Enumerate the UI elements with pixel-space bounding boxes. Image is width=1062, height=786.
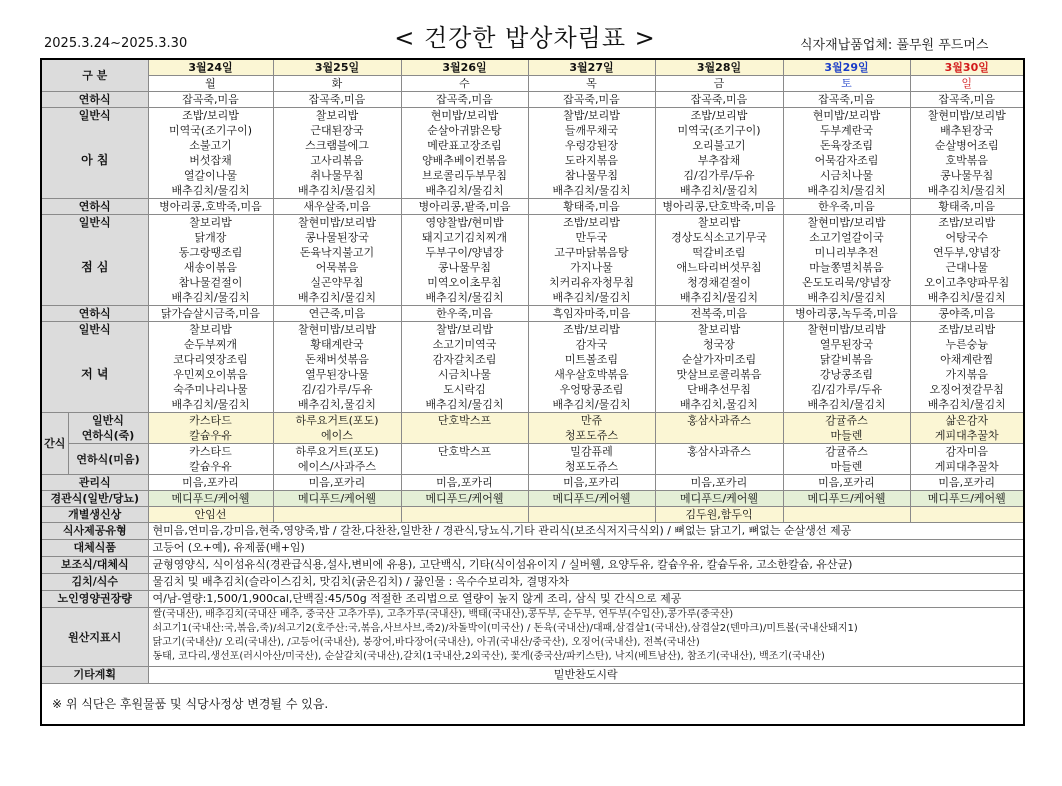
lunch-menu-cell-line: 찰현미밥/보리밥 [807, 216, 886, 229]
gwanrisik-item: 미음,포카리 [148, 475, 273, 491]
birthday-item [783, 507, 910, 523]
lunch-meal-name: 점 심 [81, 260, 109, 274]
day-weekday: 토 [783, 76, 910, 92]
snack-cell-line: 카스타드 [189, 414, 232, 427]
gyeonggwan-item: 메디푸드/케어웰 [528, 491, 655, 507]
lunch-menu-cell [273, 215, 401, 306]
lunch-menu-cell-line: 마늘쫑멸치볶음 [809, 261, 884, 274]
dinner-soft-item: 한우죽,미음 [401, 306, 528, 322]
snack-puree-label: 연하식(미음) [68, 444, 148, 475]
dinner-menu-cell-line: 맛살브로콜리볶음 [676, 368, 762, 381]
substitute-value: 고등어 (오+예), 유제품(배+임) [148, 540, 1024, 557]
day-weekday: 금 [655, 76, 783, 92]
snack-cell-line: 마들렌 [830, 429, 863, 442]
day-weekday: 월 [148, 76, 273, 92]
lunch-menu-cell-line: 연두부,양념장 [933, 246, 1001, 259]
lunch-menu-cell [910, 215, 1024, 306]
breakfast-menu-cell [401, 108, 528, 199]
dinner-menu-cell-line: 찰현미밥/보리밥 [297, 323, 377, 336]
lunch-soft-item: 새우살죽,미음 [273, 199, 401, 215]
gwanrisik-item: 미음,포카리 [783, 475, 910, 491]
lunch-menu-cell-line: 콩나물된장국 [305, 231, 369, 244]
lunch-menu-cell-line: 만두국 [575, 231, 608, 244]
meal-type-value: 현미음,연미음,강미음,현죽,영양죽,밥 / 갈찬,다찬찬,일반찬 / 경관식,당뇨식,기타 관리식(보조식저지극식외) / 뼈없는 닭고기, 뼈없는 순살생선 제공 [148, 523, 1024, 540]
lunch-menu-cell-line: 새송이볶음 [183, 261, 238, 274]
nutrition-label: 노인영양권장량 [41, 591, 148, 608]
breakfast-soft-label: 연하식 [41, 92, 148, 108]
snack-cell-line: 하루요거트(포도) [295, 414, 379, 427]
day-date: 3월24일 [148, 59, 273, 76]
dinner-menu-cell-line: 단배추선무침 [687, 383, 751, 396]
breakfast-menu-cell-line: 근대된장국 [310, 124, 364, 137]
meal-type-label: 식사제공유형 [41, 523, 148, 540]
breakfast-soft-item: 잡곡죽,미음 [528, 92, 655, 108]
breakfast-menu-cell-line: 열갈이나물 [183, 169, 238, 182]
lunch-soft-item: 황태죽,미음 [910, 199, 1024, 215]
breakfast-menu-cell-line: 배추김치/물김치 [297, 184, 377, 197]
breakfast-soft-item: 잡곡죽,미음 [783, 92, 910, 108]
birthday-item: 김두원,함두익 [655, 507, 783, 523]
lunch-menu-cell-line: 어묵볶음 [315, 261, 359, 274]
gyeonggwan-item: 메디푸드/케어웰 [273, 491, 401, 507]
lunch-menu-cell-line: 가지나물 [570, 261, 613, 274]
lunch-menu-cell-line: 두부구이/양념장 [425, 246, 504, 259]
breakfast-menu-cell [528, 108, 655, 199]
lunch-menu-cell [655, 215, 783, 306]
snack-puree-cell [273, 444, 401, 475]
snack-cell [401, 413, 528, 444]
snack-cell-line: 만쥬 [580, 414, 603, 427]
snack-cell-line [402, 428, 528, 443]
lunch-menu-cell-line: 돼지고기김치찌개 [421, 231, 507, 244]
day-weekday: 화 [273, 76, 401, 92]
snack-cell [783, 413, 910, 444]
snack-cell-line: 감귤쥬스 [825, 414, 868, 427]
dinner-menu-cell-line: 가지볶음 [945, 368, 988, 381]
snack-puree-cell-line: 청포도쥬스 [564, 460, 619, 473]
breakfast-menu-cell [910, 108, 1024, 199]
kimchi-label: 김치/식수 [41, 574, 148, 591]
lunch-soft-item: 병아리콩,호박죽,미음 [148, 199, 273, 215]
snack-cell-line [656, 428, 783, 443]
breakfast-meal-name: 아 침 [81, 153, 109, 167]
breakfast-menu-cell-line: 미역국(조기구이) [677, 124, 761, 137]
day-weekday: 목 [528, 76, 655, 92]
dinner-menu-cell [910, 322, 1024, 413]
day-date: 3월29일 [783, 59, 910, 76]
dinner-menu-cell-line: 찰보리밥 [697, 323, 741, 336]
snack-cell [910, 413, 1024, 444]
dinner-menu-cell [783, 322, 910, 413]
breakfast-menu-cell-line: 스크램블에그 [305, 139, 369, 152]
breakfast-menu-cell-line: 순살아귀맑은탕 [427, 124, 502, 137]
lunch-menu-cell-line: 오이고추양파무침 [924, 276, 1010, 289]
snack-puree-cell-line [402, 459, 528, 474]
dinner-soft-item: 닭가슴살시금죽,미음 [148, 306, 273, 322]
lunch-menu-cell-line: 배추김치/물김치 [927, 291, 1006, 304]
dinner-menu-cell-line: 황태계란국 [310, 338, 364, 351]
dinner-menu-cell [528, 322, 655, 413]
dinner-menu-cell [655, 322, 783, 413]
nutrition-value: 여/남-열량:1,500/1,900cal,단백질:45/50g 적절한 조리법으로 열량이 높지 않게 조리, 삼식 및 간식으로 제공 [148, 591, 1024, 608]
lunch-menu-cell-line: 온도도리묵/양념장 [802, 276, 891, 289]
breakfast-menu-cell [655, 108, 783, 199]
breakfast-menu-cell-line: 시금치나물 [819, 169, 874, 182]
lunch-menu-cell-line: 근대나물 [945, 261, 988, 274]
dinner-menu-cell-line: 순두부찌개 [183, 338, 238, 351]
lunch-soft-item: 병아리콩,단호박죽,미음 [655, 199, 783, 215]
dinner-menu-cell-line: 새우살호박볶음 [554, 368, 629, 381]
lunch-menu-cell-line: 배추김치/물김치 [297, 291, 377, 304]
snack-puree-cell-line: 에이스/사과주스 [297, 460, 377, 473]
dinner-general-label: 일반식 [78, 323, 111, 336]
snack-cell-line: 삶은감자 [945, 414, 988, 427]
breakfast-soft-item: 잡곡죽,미음 [401, 92, 528, 108]
lunch-soft-label: 연하식 [41, 199, 148, 215]
breakfast-menu-cell-line: 콩나물무침 [940, 169, 994, 182]
breakfast-menu-cell-line: 찰밥/보리밥 [563, 109, 620, 122]
lunch-menu-cell-line: 배추김치/물김치 [425, 291, 504, 304]
snack-puree-cell [910, 444, 1024, 475]
kimchi-value: 물김치 및 배추김치(슬라이스김치, 맛김치(굵은김치) / 끓인물 : 옥수수보리차, 결명자차 [148, 574, 1024, 591]
dinner-menu-cell-line: 미트볼조림 [564, 353, 619, 366]
breakfast-menu-cell-line: 현미밥/보리밥 [430, 109, 499, 122]
dinner-menu-cell [273, 322, 401, 413]
lunch-menu-cell [148, 215, 273, 306]
breakfast-label [41, 108, 148, 199]
lunch-general-label: 일반식 [78, 216, 111, 229]
lunch-menu-cell [401, 215, 528, 306]
snack-cell-line: 칼슘우유 [189, 429, 232, 442]
dinner-menu-cell-line: 배추김치/물김치 [807, 398, 886, 411]
gyeonggwan-item: 메디푸드/케어웰 [655, 491, 783, 507]
other-plan-label: 기타계획 [41, 667, 148, 684]
breakfast-menu-cell-line: 두부계란국 [819, 124, 874, 137]
dinner-meal-name: 저 녁 [81, 367, 109, 381]
snack-cell [655, 413, 783, 444]
dinner-menu-cell-line: 닭갈비볶음 [819, 353, 874, 366]
breakfast-menu-cell-line: 김/김가루/두유 [683, 169, 755, 182]
dinner-menu-cell-line: 도시락김 [443, 383, 486, 396]
breakfast-menu-cell-line: 양배추베이컨볶음 [421, 154, 507, 167]
origin-value [148, 608, 1024, 667]
snack-puree-cell-line: 밀감퓨레 [570, 445, 613, 458]
snack-soft-text: 연하식(죽) [81, 429, 135, 442]
breakfast-menu-cell-line: 브로콜리두부무침 [421, 169, 507, 182]
breakfast-menu-cell-line: 오리불고기 [692, 139, 746, 152]
origin-line: 동태, 코다리,생선포(러시아산/미국산), 순살갈치(국내산),갈치(1국내산,2외국산), 꽃게(중국산/파키스탄), 낙지(베트남산), 참조기(국내산), 백조기(국내산) [152, 651, 825, 662]
date-range: 2025.3.24~2025.3.30 [44, 36, 188, 51]
vendor-label: 식자재납품업체: 풀무원 푸드머스 [800, 38, 989, 53]
origin-line: 쇠고기1(국내산:국,볶음,죽)/쇠고기2(호주산:국,볶음,사브사브,죽2)/차돌박이(미국산) / 돈육(국내산)/대패,삼겹살1(국내산),삼겹살2(덴마크)/미트볼(국내산돼지1) [152, 623, 858, 634]
lunch-menu-cell-line: 소고기얼갈이국 [809, 231, 884, 244]
snack-puree-cell-line: 카스타드 [189, 445, 232, 458]
dinner-menu-cell-line: 시금치나물 [437, 368, 492, 381]
dinner-menu-cell-line: 김/김가루/두유 [810, 383, 883, 396]
substitute-label: 대체식품 [41, 540, 148, 557]
dinner-soft-label: 연하식 [41, 306, 148, 322]
breakfast-menu-cell-line: 배추김치/물김치 [927, 184, 1006, 197]
snack-group-label: 간식 [41, 413, 68, 475]
lunch-menu-cell-line: 미니리부추전 [814, 246, 879, 259]
dinner-menu-cell-line: 찰현미밥/보리밥 [807, 323, 886, 336]
breakfast-menu-cell-line: 배추김치/물김치 [171, 184, 250, 197]
day-date: 3월25일 [273, 59, 401, 76]
breakfast-menu-cell-line: 배추김치/물김치 [807, 184, 886, 197]
dinner-menu-cell-line: 찰보리밥 [189, 323, 232, 336]
dinner-menu-cell-line: 김/김가루/두유 [301, 383, 373, 396]
lunch-menu-cell-line: 실곤약무침 [310, 276, 364, 289]
breakfast-menu-cell-line: 취나물무침 [310, 169, 364, 182]
breakfast-menu-cell-line: 소불고기 [189, 139, 232, 152]
origin-label: 원산지표시 [41, 608, 148, 667]
birthday-item: 안임선 [148, 507, 273, 523]
day-date: 3월28일 [655, 59, 783, 76]
dinner-menu-cell-line: 아채계란찜 [940, 353, 994, 366]
lunch-menu-cell-line: 치커리유자청무침 [548, 276, 634, 289]
dinner-soft-item: 전복죽,미음 [655, 306, 783, 322]
lunch-menu-cell-line: 콩나물무침 [437, 261, 492, 274]
snack-puree-cell [401, 444, 528, 475]
dinner-menu-cell-line: 소고기미역국 [432, 338, 497, 351]
breakfast-menu-cell-line: 부추잡채 [697, 154, 741, 167]
breakfast-menu-cell [148, 108, 273, 199]
day-weekday: 수 [401, 76, 528, 92]
snack-puree-cell-line: 게피대추꿀차 [934, 460, 999, 473]
birthday-item [401, 507, 528, 523]
dinner-menu-cell-line: 감자갈치조림 [432, 353, 497, 366]
gwanrisik-label: 관리식 [41, 475, 148, 491]
supplement-value: 균형영양식, 식이섬유식(경관급식용,설사,변비에 유용), 고단백식, 기타(식이섬유이지 / 실버웰, 요양두유, 칼슘우유, 칼슘두유, 고소한칼슘, 유산균) [148, 557, 1024, 574]
breakfast-menu-cell-line: 호박볶음 [945, 154, 988, 167]
dinner-menu-cell-line: 배추김치/물김치 [425, 398, 504, 411]
dinner-menu-cell-line: 누른숭늉 [945, 338, 988, 351]
snack-puree-cell-line [656, 459, 783, 474]
snack-puree-cell-line: 칼슘우유 [189, 460, 232, 473]
lunch-soft-item: 황태죽,미음 [528, 199, 655, 215]
dinner-menu-cell-line: 조밥/보리밥 [563, 323, 620, 336]
breakfast-menu-cell-line: 메란표고장조림 [427, 139, 502, 152]
birthday-item [528, 507, 655, 523]
dinner-menu-cell-line: 숙주미나리나물 [173, 383, 248, 396]
snack-puree-cell-line: 마들렌 [830, 460, 863, 473]
page-title: < 건강한 밥상차림표 > [394, 24, 656, 52]
lunch-menu-cell-line: 영양찰밥/현미밥 [425, 216, 504, 229]
breakfast-menu-cell-line: 찰보리밥 [315, 109, 359, 122]
gyeonggwan-item: 메디푸드/케어웰 [910, 491, 1024, 507]
breakfast-soft-item: 잡곡죽,미음 [655, 92, 783, 108]
lunch-menu-cell-line: 배추김치/물김치 [171, 291, 250, 304]
breakfast-soft-item: 잡곡죽,미음 [910, 92, 1024, 108]
origin-line: 닭고기(국내산)/ 오리(국내산), /고등어(국내산), 붕장어,바다장어(국내산), 아귀(국내산/중국산), 오징어(국내산), 전복(국내산) [152, 637, 700, 648]
breakfast-menu-cell-line: 들깨무채국 [564, 124, 619, 137]
lunch-menu-cell [528, 215, 655, 306]
snack-cell [273, 413, 401, 444]
breakfast-menu-cell-line: 우렁강된장 [564, 139, 619, 152]
breakfast-menu-cell-line: 어묵감자조림 [814, 154, 879, 167]
dinner-menu-cell-line: 열무된장나물 [305, 368, 369, 381]
lunch-menu-cell-line: 애느타리버섯무침 [676, 261, 762, 274]
dinner-menu-cell-line: 순살가자미조림 [681, 353, 757, 366]
snack-puree-cell-line: 감자미음 [945, 445, 988, 458]
breakfast-menu-cell-line: 배추김치/물김치 [425, 184, 504, 197]
lunch-menu-cell-line: 배추김치/물김치 [679, 291, 759, 304]
breakfast-menu-cell-line: 참나물무침 [564, 169, 619, 182]
gwanrisik-item: 미음,포카리 [528, 475, 655, 491]
dinner-menu-cell-line: 돈채버섯볶음 [305, 353, 369, 366]
dinner-menu-cell-line: 배추김치/물김치 [927, 398, 1006, 411]
dinner-soft-item: 병아리콩,녹두죽,미음 [783, 306, 910, 322]
breakfast-menu-cell-line: 미역국(조기구이) [169, 124, 252, 137]
lunch-label [41, 215, 148, 306]
dinner-menu-cell-line: 감자국 [575, 338, 608, 351]
birthday-item [910, 507, 1024, 523]
snack-puree-cell [528, 444, 655, 475]
meal-plan-table [40, 58, 1025, 726]
snack-general-label [68, 413, 148, 444]
gwanrisik-item: 미음,포카리 [273, 475, 401, 491]
other-plan-value: 밑반찬도시락 [148, 667, 1024, 684]
dinner-menu-cell-line: 조밥/보리밥 [938, 323, 996, 336]
lunch-menu-cell-line: 조밥/보리밥 [938, 216, 996, 229]
gwanrisik-item: 미음,포카리 [655, 475, 783, 491]
birthday-item [273, 507, 401, 523]
dinner-soft-item: 콩야죽,미음 [910, 306, 1024, 322]
snack-puree-cell-line: 단호박스프 [437, 445, 492, 458]
breakfast-menu-cell-line: 찰현미밥/보리밥 [927, 109, 1006, 122]
lunch-menu-cell-line: 고구마닭볶음탕 [554, 246, 629, 259]
lunch-soft-item: 병아리콩,팥죽,미음 [401, 199, 528, 215]
dinner-menu-cell-line: 오징어젓갈무침 [929, 383, 1004, 396]
dinner-menu-cell [148, 322, 273, 413]
lunch-soft-item: 한우죽,미음 [783, 199, 910, 215]
day-weekday: 일 [910, 76, 1024, 92]
gyeonggwan-label: 경관식(일반/당뇨) [41, 491, 148, 507]
lunch-menu-cell-line: 찰보리밥 [697, 216, 741, 229]
breakfast-soft-item: 잡곡죽,미음 [273, 92, 401, 108]
lunch-menu-cell-line: 어탕국수 [945, 231, 988, 244]
dinner-menu-cell-line: 강낭콩조림 [819, 368, 874, 381]
dinner-menu-cell-line: 코다리엿장조림 [173, 353, 248, 366]
lunch-menu-cell-line: 동그랑땡조림 [178, 246, 243, 259]
lunch-menu-cell-line: 청경채겉절이 [687, 276, 751, 289]
dinner-menu-cell-line: 찰밥/보리밥 [436, 323, 493, 336]
snack-cell-line: 청포도쥬스 [564, 429, 619, 442]
breakfast-menu-cell-line: 고사리볶음 [310, 154, 364, 167]
snack-puree-cell [148, 444, 273, 475]
breakfast-menu-cell-line: 순살병어조림 [934, 139, 999, 152]
snack-cell [528, 413, 655, 444]
day-date: 3월30일 [910, 59, 1024, 76]
snack-puree-cell [783, 444, 910, 475]
snack-cell [148, 413, 273, 444]
footer-note: ※ 위 식단은 후원물품 및 식당사정상 변경될 수 있음. [41, 684, 1024, 726]
lunch-menu-cell-line: 참나물겉절이 [178, 276, 243, 289]
birthday-label: 개별생신상 [41, 507, 148, 523]
snack-puree-cell-line: 하루요거트(포도) [295, 445, 379, 458]
gwanrisik-item: 미음,포카리 [910, 475, 1024, 491]
breakfast-menu-cell-line: 도라지볶음 [564, 154, 619, 167]
dinner-soft-item: 흑임자마죽,미음 [528, 306, 655, 322]
day-date: 3월27일 [528, 59, 655, 76]
lunch-menu-cell-line: 배추김치/물김치 [552, 291, 631, 304]
dinner-menu-cell-line: 배추김치,물김치 [680, 398, 758, 411]
lunch-menu-cell-line: 미역오이초무침 [427, 276, 502, 289]
breakfast-menu-cell-line: 배추김치/물김치 [679, 184, 759, 197]
lunch-menu-cell-line: 배추김치/물김치 [807, 291, 886, 304]
snack-cell-line: 홍삼사과쥬스 [687, 414, 751, 427]
dinner-menu-cell-line: 우민찌오이볶음 [173, 368, 248, 381]
gubun-label: 구 분 [41, 59, 148, 92]
lunch-menu-cell-line: 찰현미밥/보리밥 [297, 216, 377, 229]
dinner-soft-item: 연근죽,미음 [273, 306, 401, 322]
breakfast-menu-cell-line: 배추김치/물김치 [552, 184, 631, 197]
gyeonggwan-item: 메디푸드/케어웰 [148, 491, 273, 507]
breakfast-general-label: 일반식 [78, 109, 111, 122]
dinner-menu-cell-line: 청국장 [703, 338, 735, 351]
lunch-menu-cell-line: 돈육낙지불고기 [299, 246, 375, 259]
lunch-menu-cell-line: 찰보리밥 [189, 216, 232, 229]
snack-puree-cell [655, 444, 783, 475]
origin-line: 쌀(국내산), 배추김치(국내산 배추, 중국산 고추가루), 고추가루(국내산), 백태(국내산),콩두부, 순두부, 연두부(수입산),콩가루(중국산) [152, 609, 734, 620]
snack-cell-line: 에이스 [321, 429, 353, 442]
snack-puree-cell-line: 홍삼사과쥬스 [687, 445, 751, 458]
breakfast-menu-cell-line: 현미밥/보리밥 [812, 109, 881, 122]
breakfast-menu-cell [783, 108, 910, 199]
gyeonggwan-item: 메디푸드/케어웰 [401, 491, 528, 507]
snack-cell-line: 단호박스프 [437, 414, 492, 427]
lunch-menu-cell-line: 조밥/보리밥 [563, 216, 620, 229]
lunch-menu-cell-line: 닭개장 [194, 231, 227, 244]
dinner-label [41, 322, 148, 413]
gyeonggwan-item: 메디푸드/케어웰 [783, 491, 910, 507]
breakfast-menu-cell-line: 버섯잡채 [189, 154, 232, 167]
lunch-menu-cell-line: 떡갈비조림 [692, 246, 746, 259]
breakfast-soft-item: 잡곡죽,미음 [148, 92, 273, 108]
dinner-menu-cell-line: 배추김치/물김치 [171, 398, 250, 411]
dinner-menu-cell [401, 322, 528, 413]
gwanrisik-item: 미음,포카리 [401, 475, 528, 491]
dinner-menu-cell-line: 배추김치/물김치 [552, 398, 631, 411]
day-date: 3월26일 [401, 59, 528, 76]
breakfast-menu-cell [273, 108, 401, 199]
snack-general-text: 일반식 [92, 414, 124, 427]
breakfast-menu-cell-line: 배추된장국 [940, 124, 994, 137]
breakfast-menu-cell-line: 돈육장조림 [819, 139, 874, 152]
dinner-menu-cell-line: 열무된장국 [819, 338, 874, 351]
snack-cell-line: 게피대추꿀차 [934, 429, 999, 442]
breakfast-menu-cell-line: 조밥/보리밥 [690, 109, 748, 122]
lunch-menu-cell [783, 215, 910, 306]
dinner-menu-cell-line: 배추김치,물김치 [298, 398, 376, 411]
breakfast-menu-cell-line: 조밥/보리밥 [182, 109, 239, 122]
snack-puree-cell-line: 감귤쥬스 [825, 445, 868, 458]
dinner-menu-cell-line: 우엉땅콩조림 [559, 383, 624, 396]
supplement-label: 보조식/대체식 [41, 557, 148, 574]
lunch-menu-cell-line: 경상도식소고기무국 [671, 231, 767, 244]
